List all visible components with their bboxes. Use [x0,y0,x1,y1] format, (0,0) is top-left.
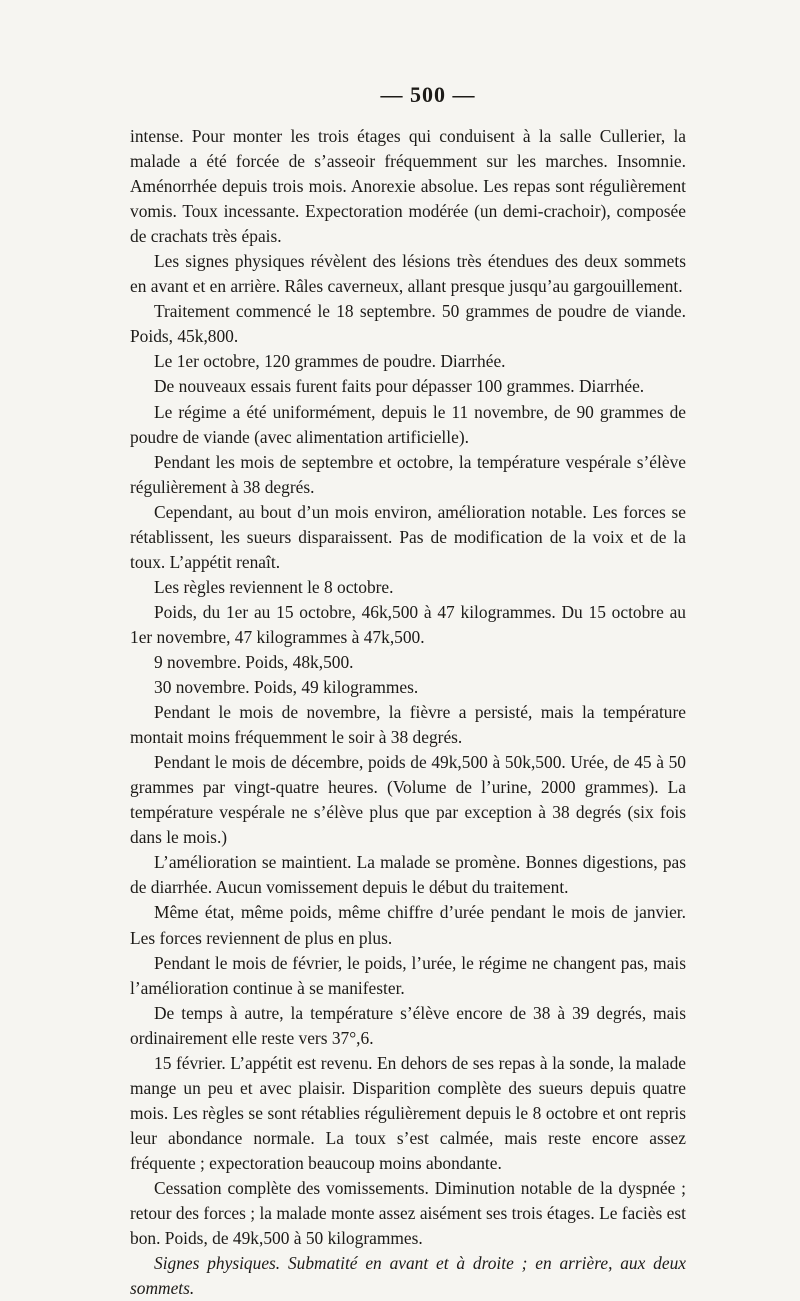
page-number: — 500 — [380,82,476,107]
paragraph: Le 1er octobre, 120 grammes de poudre. Diarrhée. [154,351,506,372]
paragraph: L’amélioration se maintient. La malade se promène. Bonnes digestions, pas de diarrhée. Aucun vomissement depuis le début du traitement. [130,852,686,898]
paragraph: Pendant le mois de décembre, poids de 49k,500 à 50k,500. Urée, de 45 à 50 grammes par vingt-quatre heures. (Volume de l’urine, 2000 grammes). La température vespérale ne s’élève plus que par exception à 38 degrés (six fois dans le mois.) [130,752,686,848]
paragraph: De nouveaux essais furent faits pour dépasser 100 grammes. Diarrhée. [154,376,645,397]
paragraph: Poids, du 1er au 15 octobre, 46k,500 à 47 kilogrammes. Du 15 octobre au 1er novembre, 47 kilogrammes à 47k,500. [130,601,686,647]
paragraph: 30 novembre. Poids, 49 kilogrammes. [154,677,419,698]
paragraph: De temps à autre, la température s’élève encore de 38 à 39 degrés, mais ordinairement elle reste vers 37°,6. [130,1002,686,1048]
paragraph: Les règles reviennent le 8 octobre. [154,576,394,597]
paragraph: 9 novembre. Poids, 48k,500. [154,651,354,672]
paragraph: Les signes physiques révèlent des lésions très étendues des deux sommets en avant et en arrière. Râles caverneux, allant presque jusqu’au gargouillement. [130,251,686,297]
paragraph: 15 février. L’appétit est revenu. En dehors de ses repas à la sonde, la malade mange un peu et avec plaisir. Disparition complète des sueurs depuis quatre mois. Les règles se sont rétablies régulièrement depuis le 8 octobre et ont repris leur abondance normale. La toux s’est calmée, mais reste encore assez fréquente ; expectoration beaucoup moins abondante. [130,1052,686,1173]
paragraph: Cependant, au bout d’un mois environ, amélioration notable. Les forces se rétablissent, les sueurs disparaissent. Pas de modification de la voix et de la toux. L’appétit renaît. [130,501,686,572]
paragraph: Cessation complète des vomissements. Diminution notable de la dyspnée ; retour des forces ; la malade monte assez aisément ses trois étages. Le faciès est bon. Poids, de 49k,500 à 50 kilogrammes. [130,1177,686,1249]
paragraph: Signes physiques. Submatité en avant et à droite ; en arrière, aux deux sommets. [130,1253,686,1299]
paragraph: Le régime a été uniformément, depuis le 11 novembre, de 90 grammes de poudre de viande (avec alimentation artificielle). [130,401,686,447]
body-text [130,124,686,1301]
paragraph: Pendant le mois de novembre, la fièvre a persisté, mais la température montait moins fréquemment le soir à 38 degrés. [130,702,686,748]
paragraph: Pendant les mois de septembre et octobre, la température vespérale s’élève régulièrement à 38 degrés. [130,451,686,497]
paragraph: Traitement commencé le 18 septembre. 50 grammes de poudre de viande. Poids, 45k,800. [130,301,686,347]
paragraph: intense. Pour monter les trois étages qui conduisent à la salle Cullerier, la malade a été forcée de s’asseoir fréquemment sur les marches. Insomnie. Aménorrhée depuis trois mois. Anorexie absolue. Les repas sont régulièrement vomis. Toux incessante. Expectoration modérée (un demi-crachoir), composée de crachats très épais. [130,126,686,247]
paragraph: Même état, même poids, même chiffre d’urée pendant le mois de janvier. Les forces reviennent de plus en plus. [130,902,686,948]
paragraph: Pendant le mois de février, le poids, l’urée, le régime ne changent pas, mais l’amélioration continue à se manifester. [130,952,686,998]
